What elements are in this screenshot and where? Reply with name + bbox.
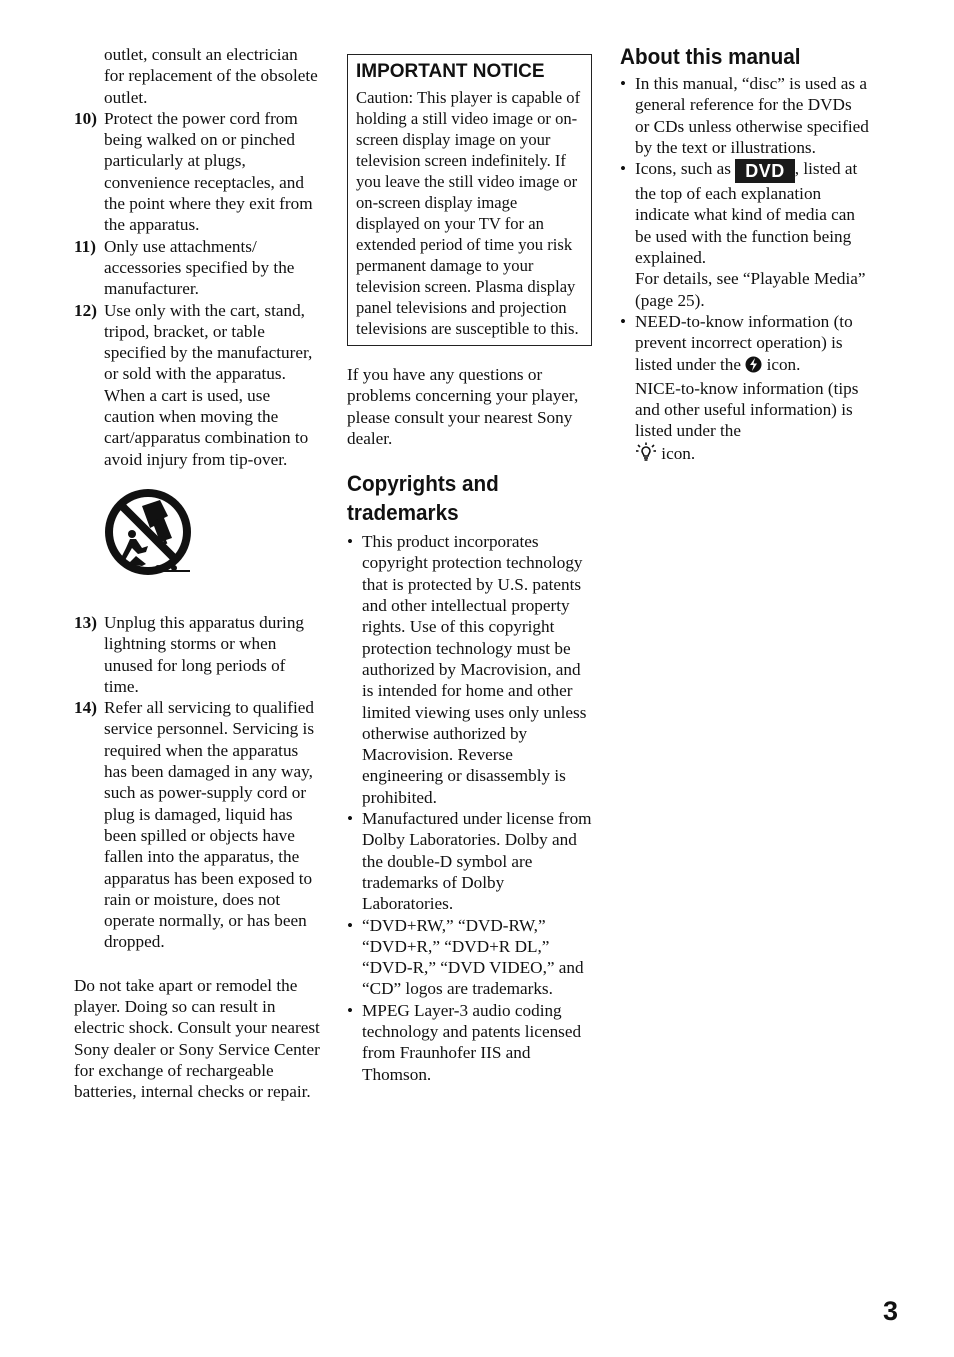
bullet-icon: • — [347, 915, 354, 935]
list-item — [347, 531, 592, 808]
list-item — [74, 697, 320, 953]
list-item — [347, 1000, 592, 1085]
details-text: For details, see “Playable Media” (page 25). — [635, 269, 866, 310]
bullet-icon: • — [620, 159, 627, 179]
bullet-icon: • — [347, 532, 354, 552]
nice-text: NICE-to-know information (tips and other useful information) is listed under the — [635, 378, 859, 441]
column-right — [620, 44, 870, 467]
list-item — [74, 108, 320, 236]
dvd-media-icon: DVD — [735, 159, 795, 183]
list-item — [620, 73, 870, 158]
item-number: 14) — [74, 698, 97, 718]
item-text: Manufactured under license from Dolby Laboratories. Dolby and the double-D symbol are trademarks of Dolby Laboratories. — [362, 809, 592, 914]
need-icon-label: icon. — [766, 354, 801, 374]
important-notice-box — [347, 54, 592, 346]
list-item — [74, 300, 320, 470]
item-number: 12) — [74, 300, 97, 320]
list-item — [347, 915, 592, 1000]
item-text: Refer all servicing to qualified service personnel. Servicing is required when the apparatus has been damaged in any way, such as power-supply cord or plug is damaged, liquid has been spilled or objects have fallen into the apparatus, the apparatus has been exposed to rain or moisture, does not operate normally, or has been dropped. — [104, 698, 315, 952]
notice-body: Caution: This player is capable of holding a still video image or on-screen display image on your television screen indefinitely. If you leave the still video image or on-screen display image displayed on your TV for an extended period of time you risk permanent damage to your television screen. Plasma display panel televisions and projection televisions are susceptible to this. — [356, 88, 581, 338]
list-item — [347, 808, 592, 914]
list-item — [620, 311, 870, 467]
lightbulb-tip-icon — [635, 442, 657, 467]
item-text: This product incorporates copyright protection technology that is protected by U.S. patents and other intellectual property rights. Use of this copyright protection technology must be authorized by Macrovision, and is intended for home and other limited viewing uses only unless otherwise authorized by Macrovision. Reverse engineering or disassembly is prohibited. — [362, 532, 587, 807]
list-item — [74, 612, 320, 697]
list-item — [620, 158, 870, 311]
item-number: 13) — [74, 612, 97, 632]
continued-paragraph: outlet, consult an electrician for replacement of the obsolete outlet. — [104, 45, 318, 107]
about-list — [620, 73, 870, 467]
notice-title: IMPORTANT NOTICE — [356, 61, 545, 82]
copyright-list — [347, 531, 592, 1085]
item-text: Only use attachments/ accessories specified by the manufacturer. — [104, 236, 295, 299]
column-middle — [347, 44, 592, 1085]
column-left — [74, 44, 320, 1102]
item-text-post: , listed at the top of each explanation indicate what kind of media can be used with the function being explained. — [635, 159, 858, 268]
item-text-pre: Icons, such as — [635, 159, 731, 179]
nice-icon-label: icon. — [661, 443, 696, 463]
bullet-icon: • — [347, 809, 354, 829]
section-heading: About this manual — [620, 44, 801, 69]
item-text: “DVD+RW,” “DVD-RW,” “DVD+R,” “DVD+R DL,” “DVD-R,” “DVD VIDEO,” and “CD” logos are trademarks. — [362, 915, 584, 999]
item-text: Use only with the cart, stand, tripod, bracket, or table specified by the manufacturer, or sold with the apparatus. When a cart is used, use caution when moving the cart/apparatus combination to avoid injury from tip-over. — [104, 300, 313, 469]
item-number: 10) — [74, 108, 97, 128]
list-item — [74, 236, 320, 300]
need-text: NEED-to-know information (to prevent incorrect operation) is listed under the — [635, 311, 853, 374]
item-text: In this manual, “disc” is used as a general reference for the DVDs or CDs unless otherwise specified by the text or illustrations. — [635, 74, 869, 157]
questions-paragraph: If you have any questions or problems concerning your player, please consult your nearest Sony dealer. — [347, 365, 579, 448]
bullet-icon: • — [620, 311, 627, 331]
need-to-know-icon — [745, 356, 762, 378]
bullet-icon: • — [620, 74, 627, 93]
item-number: 11) — [74, 236, 96, 256]
closing-paragraph: Do not take apart or remodel the player. Doing so can result in electric shock. Consult your nearest Sony dealer or Sony Service Center for exchange of rechargeable batteries, internal checks or repair. — [74, 975, 320, 1102]
bullet-icon: • — [347, 1000, 354, 1020]
section-heading: Copyrights and trademarks — [347, 471, 499, 526]
item-text: Protect the power cord from being walked on or pinched particularly at plugs, convenience receptacles, and the point where they exit from the apparatus. — [104, 108, 313, 235]
item-text: MPEG Layer-3 audio coding technology and patents licensed from Fraunhofer IIS and Thomson. — [362, 1000, 582, 1084]
cart-tipover-warning-icon — [102, 486, 198, 582]
page-number: 3 — [883, 1296, 899, 1326]
item-text: Unplug this apparatus during lightning storms or when unused for long periods of time. — [104, 612, 305, 696]
